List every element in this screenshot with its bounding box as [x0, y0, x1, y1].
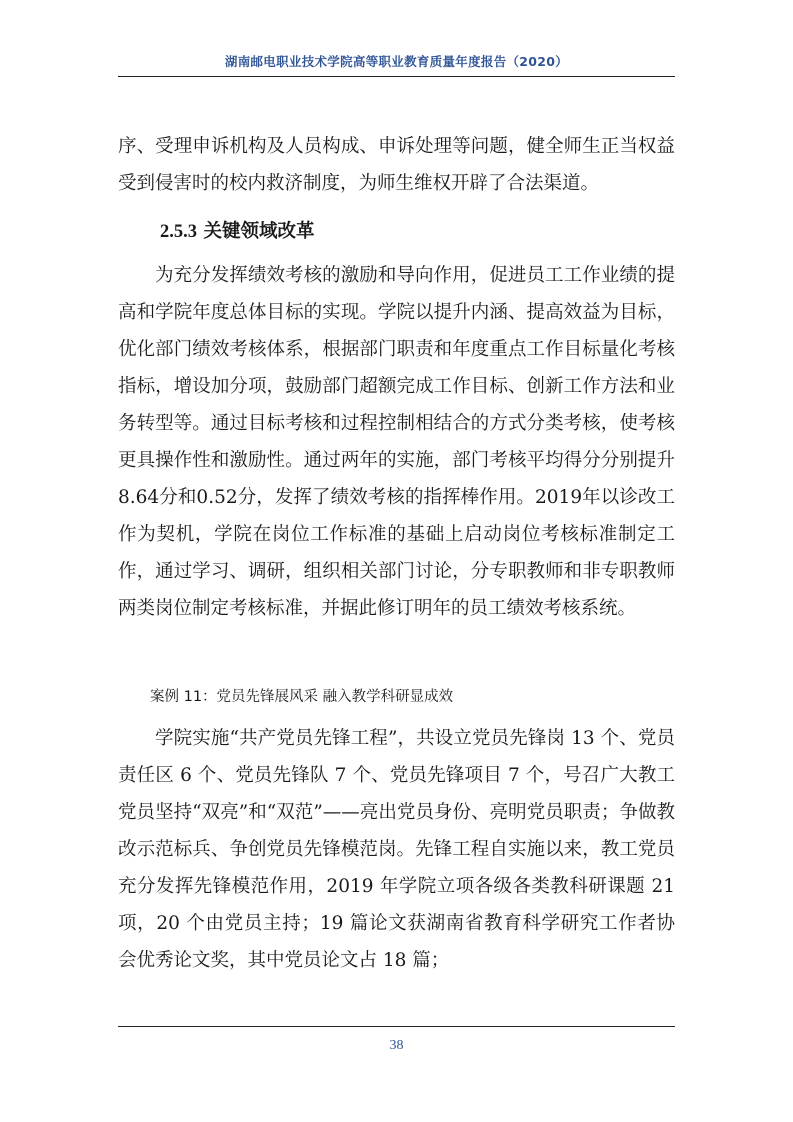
- paragraph-performance-reform: 为充分发挥绩效考核的激励和导向作用，促进员工工作业绩的提高和学院年度总体目标的实现。学院以提升内涵、提高效益为目标，优化部门绩效考核体系，根据部门职责和年度重点工作目标量化考核指标，增设加分项，鼓励部门超额完成工作目标、创新工作方法和业务转型等。通过目标考核和过程控制相结合的方式分类考核，使考核更具操作性和激励性。通过两年的实施，部门考核平均得分分别提升8.64分和0.52分，发挥了绩效考核的指挥棒作用。2019年以诊改工作为契机，学院在岗位工作标准的基础上启动岗位考核标准制定工作，通过学习、调研，组织相关部门讨论，分专职教师和非专职教师两类岗位制定考核标准，并据此修订明年的员工绩效考核系统。: [118, 265, 675, 619]
- header-divider: [118, 76, 675, 77]
- paragraph-party-pioneer: 学院实施“共产党员先锋工程”，共设立党员先锋岗 13 个、党员责任区 6 个、党员先锋队 7 个、党员先锋项目 7 个，号召广大教工党员坚持“双亮”和“双范”——亮出党员身份、亮明党员职责；争做教改示范标兵、争创党员先锋模范岗。先锋工程自实施以来，教工党员充分发挥先锋模范作用，2019 年学院立项各级各类教科研课题 21 项，20 个由党员主持；19 篇论文获湖南省教育科学研究工作者协会优秀论文奖，其中党员论文占 18 篇；: [118, 728, 675, 971]
- case-study-title: 案例 11：党员先锋展风采 融入教学科研显成效: [150, 689, 454, 705]
- section-number: 2.5.3: [160, 222, 197, 242]
- page-header-title: 湖南邮电职业技术学院高等职业教育质量年度报告（2020）: [224, 54, 569, 69]
- section-heading: [160, 213, 314, 251]
- paragraph-complaint-mechanism: 序、受理申诉机构及人员构成、申诉处理等问题，健全师生正当权益受到侵害时的校内救济制度，为师生维权开辟了合法渠道。: [118, 136, 675, 194]
- footer-divider: [118, 1026, 675, 1027]
- section-title: 关键领域改革: [203, 221, 315, 242]
- page-number: 38: [389, 1038, 404, 1053]
